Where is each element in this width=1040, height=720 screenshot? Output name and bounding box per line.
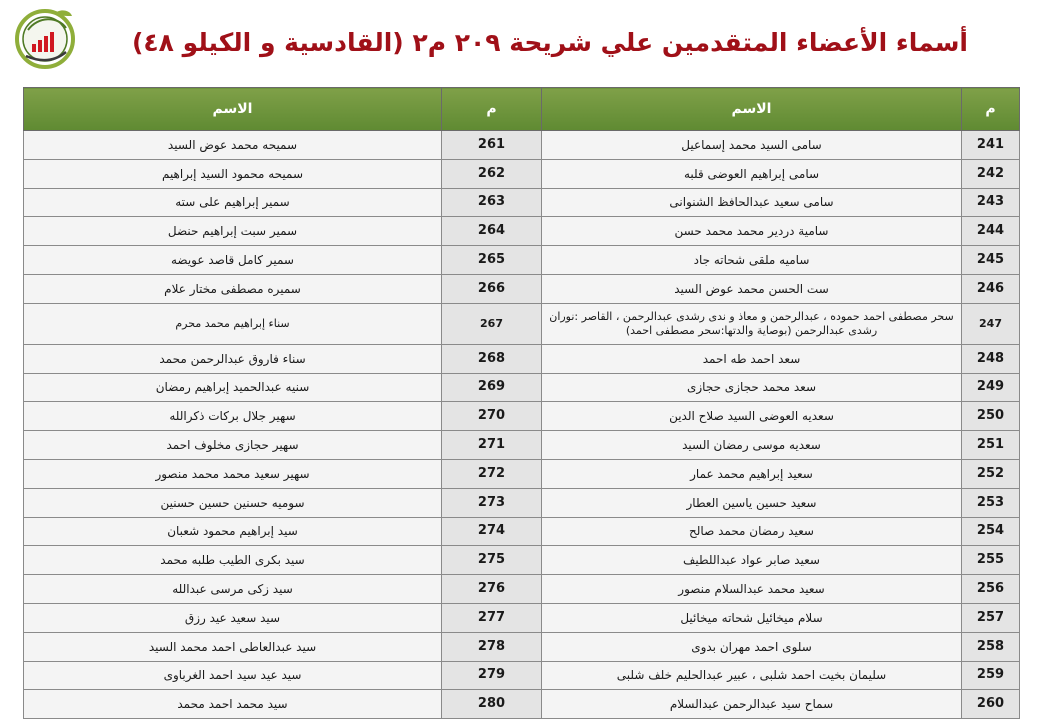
member-name-cell: سعيد محمد عبدالسلام منصور bbox=[542, 575, 962, 604]
column-header-name: الاسم bbox=[24, 88, 442, 131]
member-name-cell: سعد احمد طه احمد bbox=[542, 344, 962, 373]
table-row bbox=[24, 303, 1020, 344]
table-row bbox=[24, 661, 1020, 690]
table-row bbox=[24, 188, 1020, 217]
member-number-cell: 245 bbox=[962, 246, 1020, 275]
table-row bbox=[24, 402, 1020, 431]
member-number-cell: 270 bbox=[442, 402, 542, 431]
member-name-cell: سمير إبراهيم على سته bbox=[24, 188, 442, 217]
member-name-cell: سليمان بخيت احمد شلبى ، عبير عبدالحليم خلف شلبى bbox=[542, 661, 962, 690]
table-row bbox=[24, 274, 1020, 303]
member-name-cell: سوميه حسنين حسين حسنين bbox=[24, 488, 442, 517]
member-name-cell: ساميه ملقى شحاته جاد bbox=[542, 246, 962, 275]
member-number-cell: 257 bbox=[962, 603, 1020, 632]
table-header-row bbox=[24, 88, 1020, 131]
member-name-cell: سيد محمد احمد محمد bbox=[24, 690, 442, 719]
member-name-cell: سحر مصطفى احمد حموده ، عبدالرحمن و معاذ و ندى رشدى عبدالرحمن ، القاصر :نوران رشدى عبدالرحمن (بوصاية والدتها:سحر مصطفى احمد) bbox=[542, 303, 962, 344]
member-name-cell: سامية دردير محمد محمد حسن bbox=[542, 217, 962, 246]
table-row bbox=[24, 517, 1020, 546]
column-header-name: الاسم bbox=[542, 88, 962, 131]
member-name-cell: سامى سعيد عبدالحافظ الشنوانى bbox=[542, 188, 962, 217]
member-name-cell: سميره مصطفى مختار علام bbox=[24, 274, 442, 303]
member-name-cell: سامى السيد محمد إسماعيل bbox=[542, 131, 962, 160]
member-number-cell: 250 bbox=[962, 402, 1020, 431]
member-number-cell: 267 bbox=[442, 303, 542, 344]
member-name-cell: سعيد حسين ياسين العطار bbox=[542, 488, 962, 517]
member-number-cell: 249 bbox=[962, 373, 1020, 402]
member-number-cell: 246 bbox=[962, 274, 1020, 303]
member-name-cell: سعديه العوضى السيد صلاح الدين bbox=[542, 402, 962, 431]
member-name-cell: سمير سبت إبراهيم حنضل bbox=[24, 217, 442, 246]
member-name-cell: سمير كامل قاصد عويضه bbox=[24, 246, 442, 275]
member-name-cell: سيد زكى مرسى عبدالله bbox=[24, 575, 442, 604]
table-row bbox=[24, 373, 1020, 402]
member-name-cell: سعيد صابر عواد عبداللطيف bbox=[542, 546, 962, 575]
member-number-cell: 266 bbox=[442, 274, 542, 303]
member-name-cell: سعيد رمضان محمد صالح bbox=[542, 517, 962, 546]
member-number-cell: 244 bbox=[962, 217, 1020, 246]
table-row bbox=[24, 632, 1020, 661]
member-number-cell: 259 bbox=[962, 661, 1020, 690]
member-number-cell: 274 bbox=[442, 517, 542, 546]
member-name-cell: سهير حجازى مخلوف احمد bbox=[24, 431, 442, 460]
member-number-cell: 253 bbox=[962, 488, 1020, 517]
member-name-cell: سلوى احمد مهران بدوى bbox=[542, 632, 962, 661]
member-number-cell: 255 bbox=[962, 546, 1020, 575]
table-row bbox=[24, 131, 1020, 160]
association-logo-icon bbox=[14, 6, 76, 72]
member-number-cell: 260 bbox=[962, 690, 1020, 719]
member-name-cell: سعد محمد حجازى حجازى bbox=[542, 373, 962, 402]
member-number-cell: 268 bbox=[442, 344, 542, 373]
member-number-cell: 252 bbox=[962, 459, 1020, 488]
table-row bbox=[24, 459, 1020, 488]
member-name-cell: سلام ميخائيل شحاته ميخائيل bbox=[542, 603, 962, 632]
member-number-cell: 269 bbox=[442, 373, 542, 402]
member-name-cell: سماح سيد عبدالرحمن عبدالسلام bbox=[542, 690, 962, 719]
member-name-cell: سميحه محمد عوض السيد bbox=[24, 131, 442, 160]
table-row bbox=[24, 344, 1020, 373]
member-number-cell: 280 bbox=[442, 690, 542, 719]
member-name-cell: سناء فاروق عبدالرحمن محمد bbox=[24, 344, 442, 373]
table-row bbox=[24, 159, 1020, 188]
table-row bbox=[24, 603, 1020, 632]
member-name-cell: ست الحسن محمد عوض السيد bbox=[542, 274, 962, 303]
member-name-cell: سهير جلال بركات ذكرالله bbox=[24, 402, 442, 431]
member-number-cell: 264 bbox=[442, 217, 542, 246]
table-row bbox=[24, 546, 1020, 575]
member-number-cell: 256 bbox=[962, 575, 1020, 604]
table-body bbox=[24, 131, 1020, 719]
member-number-cell: 277 bbox=[442, 603, 542, 632]
member-number-cell: 247 bbox=[962, 303, 1020, 344]
member-name-cell: سناء إبراهيم محمد محرم bbox=[24, 303, 442, 344]
members-table bbox=[23, 87, 1020, 719]
member-number-cell: 279 bbox=[442, 661, 542, 690]
member-number-cell: 261 bbox=[442, 131, 542, 160]
member-number-cell: 242 bbox=[962, 159, 1020, 188]
member-name-cell: سيد سعيد عيد رزق bbox=[24, 603, 442, 632]
member-number-cell: 273 bbox=[442, 488, 542, 517]
table-row bbox=[24, 488, 1020, 517]
member-number-cell: 275 bbox=[442, 546, 542, 575]
member-number-cell: 276 bbox=[442, 575, 542, 604]
member-name-cell: سهير سعيد محمد محمد منصور bbox=[24, 459, 442, 488]
member-number-cell: 248 bbox=[962, 344, 1020, 373]
member-number-cell: 241 bbox=[962, 131, 1020, 160]
column-header-number: م bbox=[962, 88, 1020, 131]
table-row bbox=[24, 431, 1020, 460]
member-name-cell: سيد بكرى الطيب طلبه محمد bbox=[24, 546, 442, 575]
column-header-number: م bbox=[442, 88, 542, 131]
member-name-cell: سيد عيد سيد احمد الغرباوى bbox=[24, 661, 442, 690]
table-row bbox=[24, 690, 1020, 719]
page-title: أسماء الأعضاء المتقدمين علي شريحة ٢٠٩ م٢ (القادسية و الكيلو ٤٨) bbox=[131, 28, 968, 57]
member-name-cell: سعديه موسى رمضان السيد bbox=[542, 431, 962, 460]
table-row bbox=[24, 575, 1020, 604]
member-number-cell: 263 bbox=[442, 188, 542, 217]
member-number-cell: 271 bbox=[442, 431, 542, 460]
member-name-cell: سنيه عبدالحميد إبراهيم رمضان bbox=[24, 373, 442, 402]
member-name-cell: سيد إبراهيم محمود شعبان bbox=[24, 517, 442, 546]
member-name-cell: سامى إبراهيم العوضى قلبه bbox=[542, 159, 962, 188]
table-row bbox=[24, 217, 1020, 246]
table-row bbox=[24, 246, 1020, 275]
member-number-cell: 243 bbox=[962, 188, 1020, 217]
member-name-cell: سميحه محمود السيد إبراهيم bbox=[24, 159, 442, 188]
member-number-cell: 258 bbox=[962, 632, 1020, 661]
member-number-cell: 254 bbox=[962, 517, 1020, 546]
member-number-cell: 278 bbox=[442, 632, 542, 661]
member-name-cell: سيد عبدالعاطى احمد محمد السيد bbox=[24, 632, 442, 661]
member-number-cell: 262 bbox=[442, 159, 542, 188]
member-name-cell: سعيد إبراهيم محمد عمار bbox=[542, 459, 962, 488]
member-number-cell: 272 bbox=[442, 459, 542, 488]
member-number-cell: 265 bbox=[442, 246, 542, 275]
member-number-cell: 251 bbox=[962, 431, 1020, 460]
